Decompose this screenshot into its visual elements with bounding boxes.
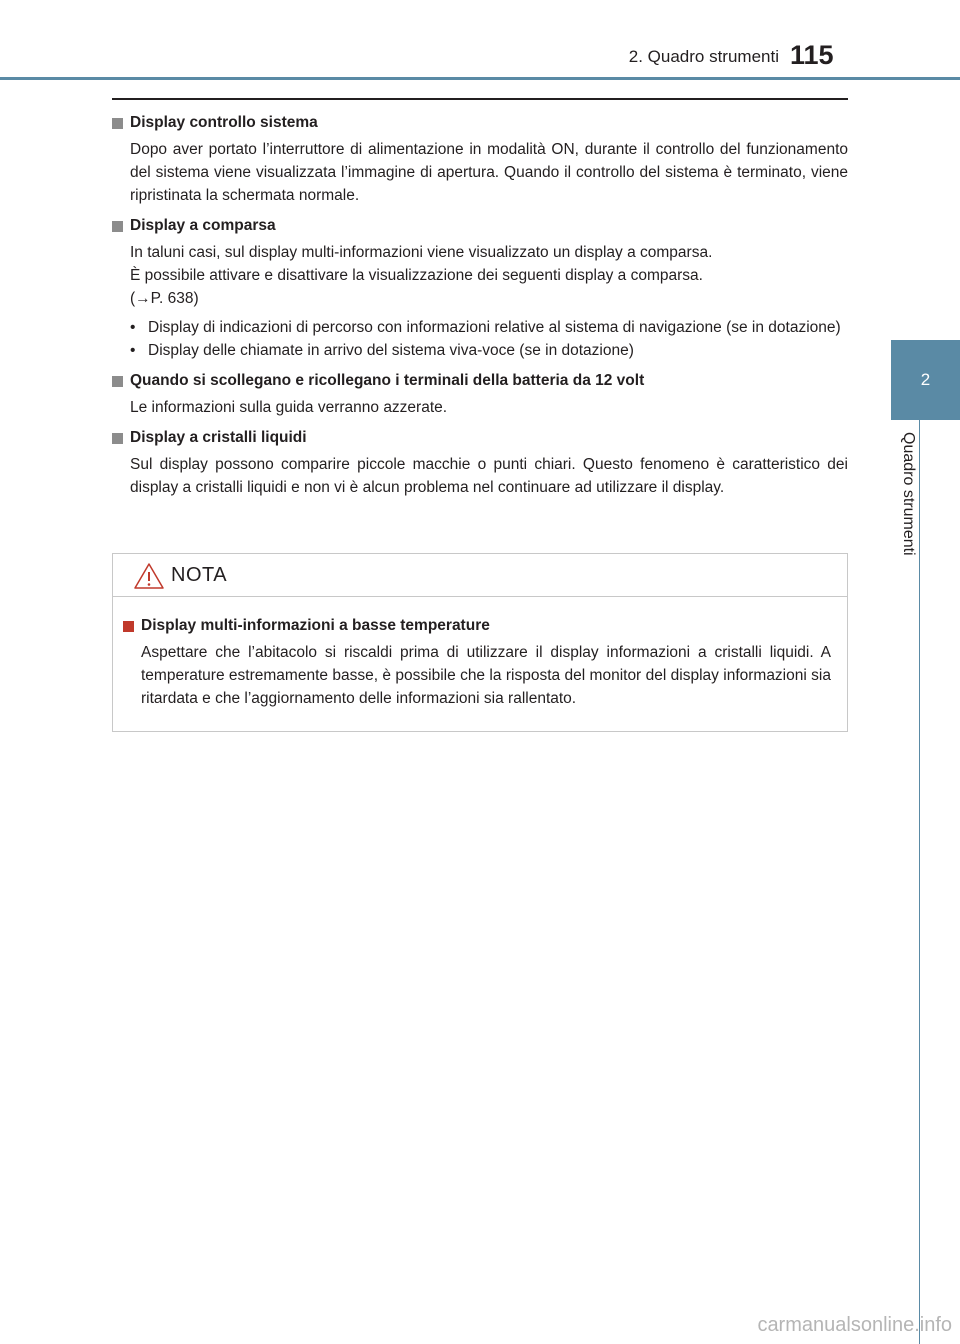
section-display-controllo (112, 112, 848, 207)
section-text: Sul display possono comparire piccole macchie o punti chiari. Questo fenomeno è caratteristico dei display a cristalli liquidi e non vi è alcun problema nel continuare ad utilizzare il display. (130, 456, 848, 496)
warning-triangle-icon (133, 562, 165, 590)
square-bullet-icon (112, 433, 123, 444)
section-heading: Quando si scollegano e ricollegano i terminali della batteria da 12 volt (130, 372, 645, 389)
list-item: • Display delle chiamate in arrivo del sistema viva-voce (se in dotazione) (130, 342, 634, 359)
side-rule (919, 420, 920, 1344)
section-heading: Display a comparsa (130, 217, 276, 234)
section-cristalli-liquidi (112, 427, 848, 499)
nota-header (113, 554, 847, 597)
square-bullet-icon (123, 621, 134, 632)
section-text-line: È possibile attivare e disattivare la visualizzazione dei seguenti display a comparsa. (130, 267, 703, 284)
section-display-comparsa (112, 215, 848, 362)
header-rule (0, 77, 960, 80)
section-heading: Display a cristalli liquidi (130, 429, 307, 446)
nota-title: NOTA (171, 564, 228, 586)
list-item: • Display di indicazioni di percorso con informazioni relative al sistema di navigazione (se in dotazione) (130, 319, 841, 336)
main-content (112, 112, 848, 507)
section-text-line: In taluni casi, sul display multi-informazioni viene visualizzato un display a comparsa. (130, 244, 713, 261)
content-top-rule (112, 98, 848, 100)
header-section-title: 2. Quadro strumenti (628, 47, 779, 66)
section-batteria (112, 370, 848, 419)
chapter-tab-number: 2 (920, 370, 931, 389)
nota-text: Aspettare che l’abitacolo si riscaldi prima di utilizzare il display informazioni a cristalli liquidi. A temperature estremamente basse, è possibile che la risposta del monitor del display informazioni sia ritardata e che l’aggiornamento delle informazioni sia rallentato. (141, 644, 831, 707)
section-text: Dopo aver portato l’interruttore di alimentazione in modalità ON, durante il controllo del funzionamento del sistema viene visualizzata l’immagine di apertura. Quando il controllo del sistema è terminato, viene ripristinata la schermata normale. (130, 141, 848, 204)
nota-box (112, 553, 848, 732)
square-bullet-icon (112, 376, 123, 387)
page-number: 115 (790, 40, 834, 70)
square-bullet-icon (112, 221, 123, 232)
page-reference-link[interactable]: (→P. 638) (130, 290, 199, 307)
section-text: Le informazioni sulla guida verranno azzerate. (130, 399, 448, 416)
watermark: carmanualsonline.info (757, 1314, 952, 1336)
chapter-tab-label: Quadro strumenti (900, 432, 917, 556)
chapter-tab[interactable] (891, 340, 960, 420)
nota-heading: Display multi-informazioni a basse temperature (141, 617, 490, 634)
bullet-list (112, 316, 848, 362)
square-bullet-icon (112, 118, 123, 129)
section-heading: Display controllo sistema (130, 114, 318, 131)
